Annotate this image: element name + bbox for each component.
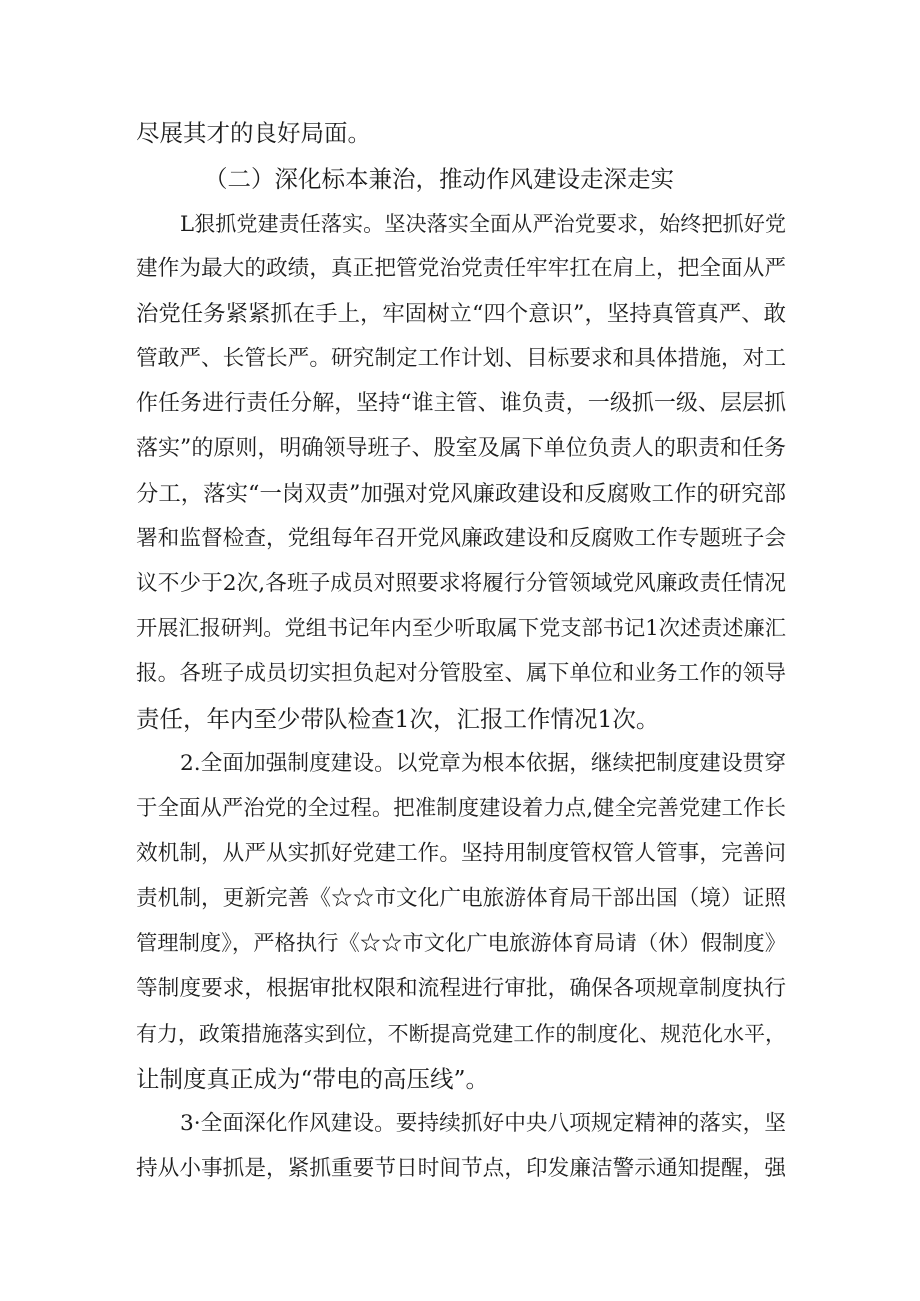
text-line: 于全面从严治党的全过程。把准制度建设着力点,健全完善党建工作长 (136, 796, 786, 821)
text-line: 效机制，从严从实抓好党建工作。坚持用制度管权管人管事，完善问 (136, 841, 786, 866)
text-line: 2.全面加强制度建设。以党章为根本依据，继续把制度建设贯穿 (180, 751, 786, 776)
text-line: 有力，政策措施落实到位，不断提高党建工作的制度化、规范化水平， (136, 1022, 786, 1046)
text-line: 等制度要求，根据审批权限和流程进行审批，确保各项规章制度执行 (136, 976, 786, 1001)
text-line: 署和监督检查，党组每年召开党风廉政建设和反腐败工作专题班子会 (136, 526, 786, 551)
text-line: 责机制，更新完善《☆☆市文化广电旅游体育局干部出国（境）证照 (136, 886, 786, 911)
text-line: 3·全面深化作风建设。要持续抓好中央八项规定精神的落实，坚 (180, 1111, 786, 1136)
text-line: 分工，落实“一岗双责”加强对党风廉政建设和反腐败工作的研究部 (136, 481, 786, 507)
text-line: 治党任务紧紧抓在手上，牢固树立“四个意识”，坚持真管真严、敢 (136, 301, 786, 327)
text-line: 建作为最大的政绩，真正把管党治党责任牢牢扛在肩上，把全面从严 (136, 256, 786, 281)
text-line: 让制度真正成为“带电的高压线”。 (136, 1065, 490, 1093)
section-heading: （二）深化标本兼治，推动作风建设走深走实 (204, 165, 674, 193)
text-line: 作任务进行责任分解，坚持“谁主管、谁负责，一级抓一级、层层抓 (136, 391, 786, 416)
text-line: 尽展其才的良好局面。 (136, 119, 371, 147)
text-line: 报。各班子成员切实担负起对分管股室、属下单位和业务工作的领导 (136, 661, 786, 686)
text-line: 管理制度》，严格执行《☆☆市文化广电旅游体育局请（休）假制度》 (136, 931, 786, 956)
text-line: 持从小事抓是，紧抓重要节日时间节点，印发廉洁警示通知提醒，强 (136, 1156, 786, 1181)
text-line: 开展汇报研判。党组书记年内至少听取属下党支部书记1次述责述廉汇 (136, 616, 786, 641)
text-line: 责任，年内至少带队检查1次，汇报工作情况1次。 (136, 705, 660, 733)
text-line: L狠抓党建责任落实。坚决落实全面从严治党要求，始终把抓好党 (180, 211, 786, 236)
text-line: 议不少于2次,各班子成员对照要求将履行分管领域党风廉政责任情况 (136, 571, 786, 596)
text-line: 管敢严、长管长严。研究制定工作计划、目标要求和具体措施，对工 (136, 346, 786, 371)
text-line: 落实”的原则，明确领导班子、股室及属下单位负责人的职责和任务 (136, 436, 786, 461)
